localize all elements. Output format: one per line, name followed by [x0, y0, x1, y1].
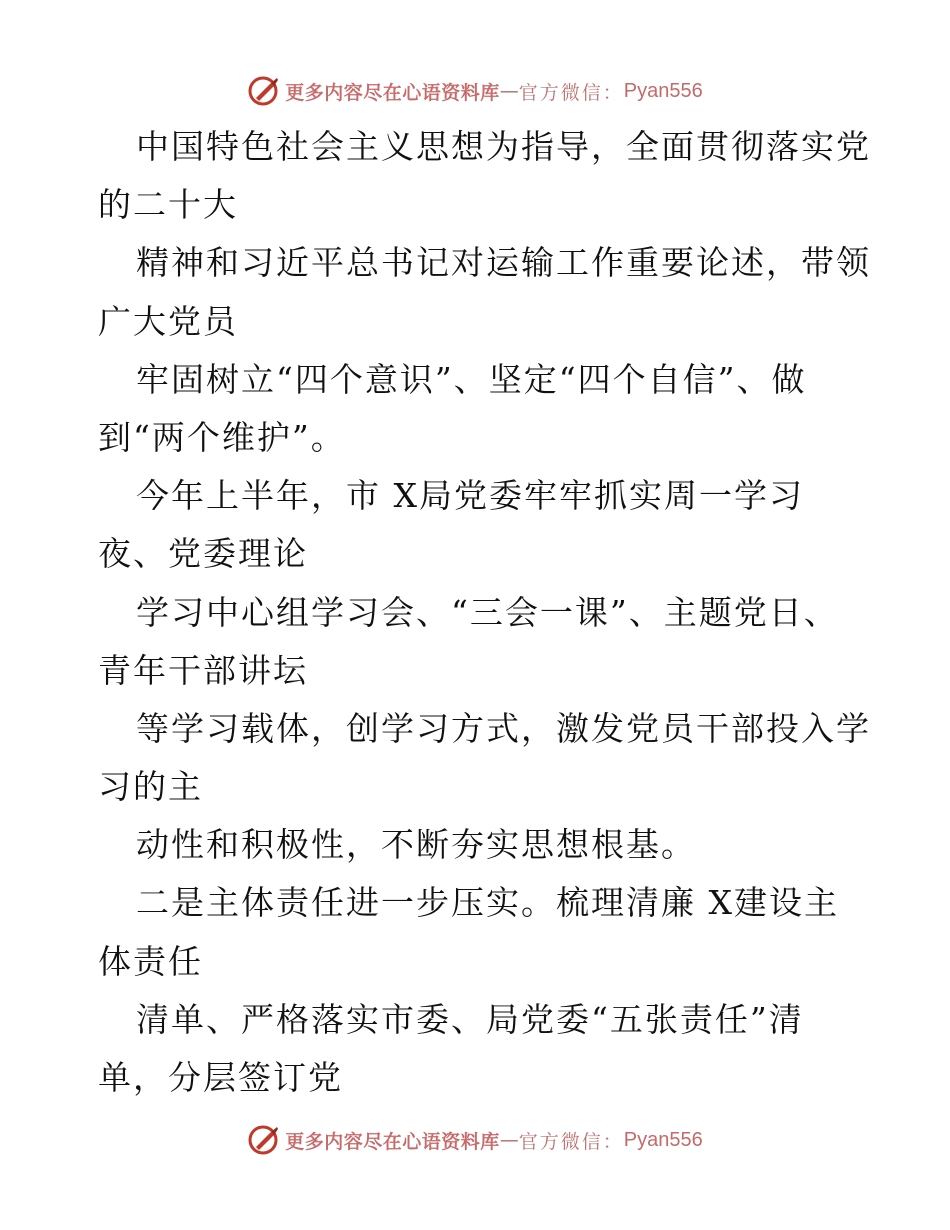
watermark-site-text: 更多内容尽在心语资料库	[285, 81, 500, 104]
watermark-wechat-label: 官方微信：	[518, 1130, 624, 1153]
body-text-line: 单，分层签订党	[98, 1058, 343, 1097]
body-text-line: 牢固树立“四个意识”、坚定“四个自信”、做	[136, 359, 807, 399]
watermark-wechat-label: 官方微信：	[518, 81, 624, 104]
body-text-line: 今年上半年，市 X局党委牢牢抓实周一学习	[136, 476, 804, 516]
watermark-dash: —	[499, 80, 519, 102]
quill-logo-icon	[247, 74, 281, 108]
body-text-line: 等学习载体，创学习方式，激发党员干部投入学	[136, 708, 871, 748]
watermark-dash: —	[499, 1129, 519, 1151]
body-text-line: 中国特色社会主义思想为指导，全面贯彻落实党	[136, 127, 871, 166]
body-text-line: 清单、严格落实市委、局党委“五张责任”清	[136, 999, 804, 1039]
page-header-watermark	[0, 71, 950, 111]
body-text-line: 精神和习近平总书记对运输工作重要论述，带领	[136, 243, 871, 283]
body-text-line: 到“两个维护”。	[98, 417, 346, 457]
body-text-line: 的二十大	[98, 185, 238, 225]
watermark-site-text: 更多内容尽在心语资料库	[285, 1130, 500, 1153]
body-text-line: 体责任	[98, 941, 203, 981]
watermark-wechat-id: Pyan556	[623, 79, 703, 102]
body-text-line: 广大党员	[98, 301, 238, 341]
body-text-line: 动性和积极性，不断夯实思想根基。	[136, 825, 696, 865]
page-footer-watermark	[0, 1120, 950, 1160]
body-text-line: 二是主体责任进一步压实。梳理清廉 X建设主	[136, 883, 839, 923]
body-text-line: 青年干部讲坛	[98, 650, 308, 690]
quill-logo-icon	[247, 1123, 281, 1157]
body-text-line: 习的主	[98, 767, 203, 807]
document-body	[98, 118, 871, 1107]
body-text-line: 夜、党委理论	[98, 534, 308, 574]
watermark-wechat-id: Pyan556	[623, 1128, 703, 1151]
body-text-line: 学习中心组学习会、“三会一课”、主题党日、	[136, 592, 839, 632]
